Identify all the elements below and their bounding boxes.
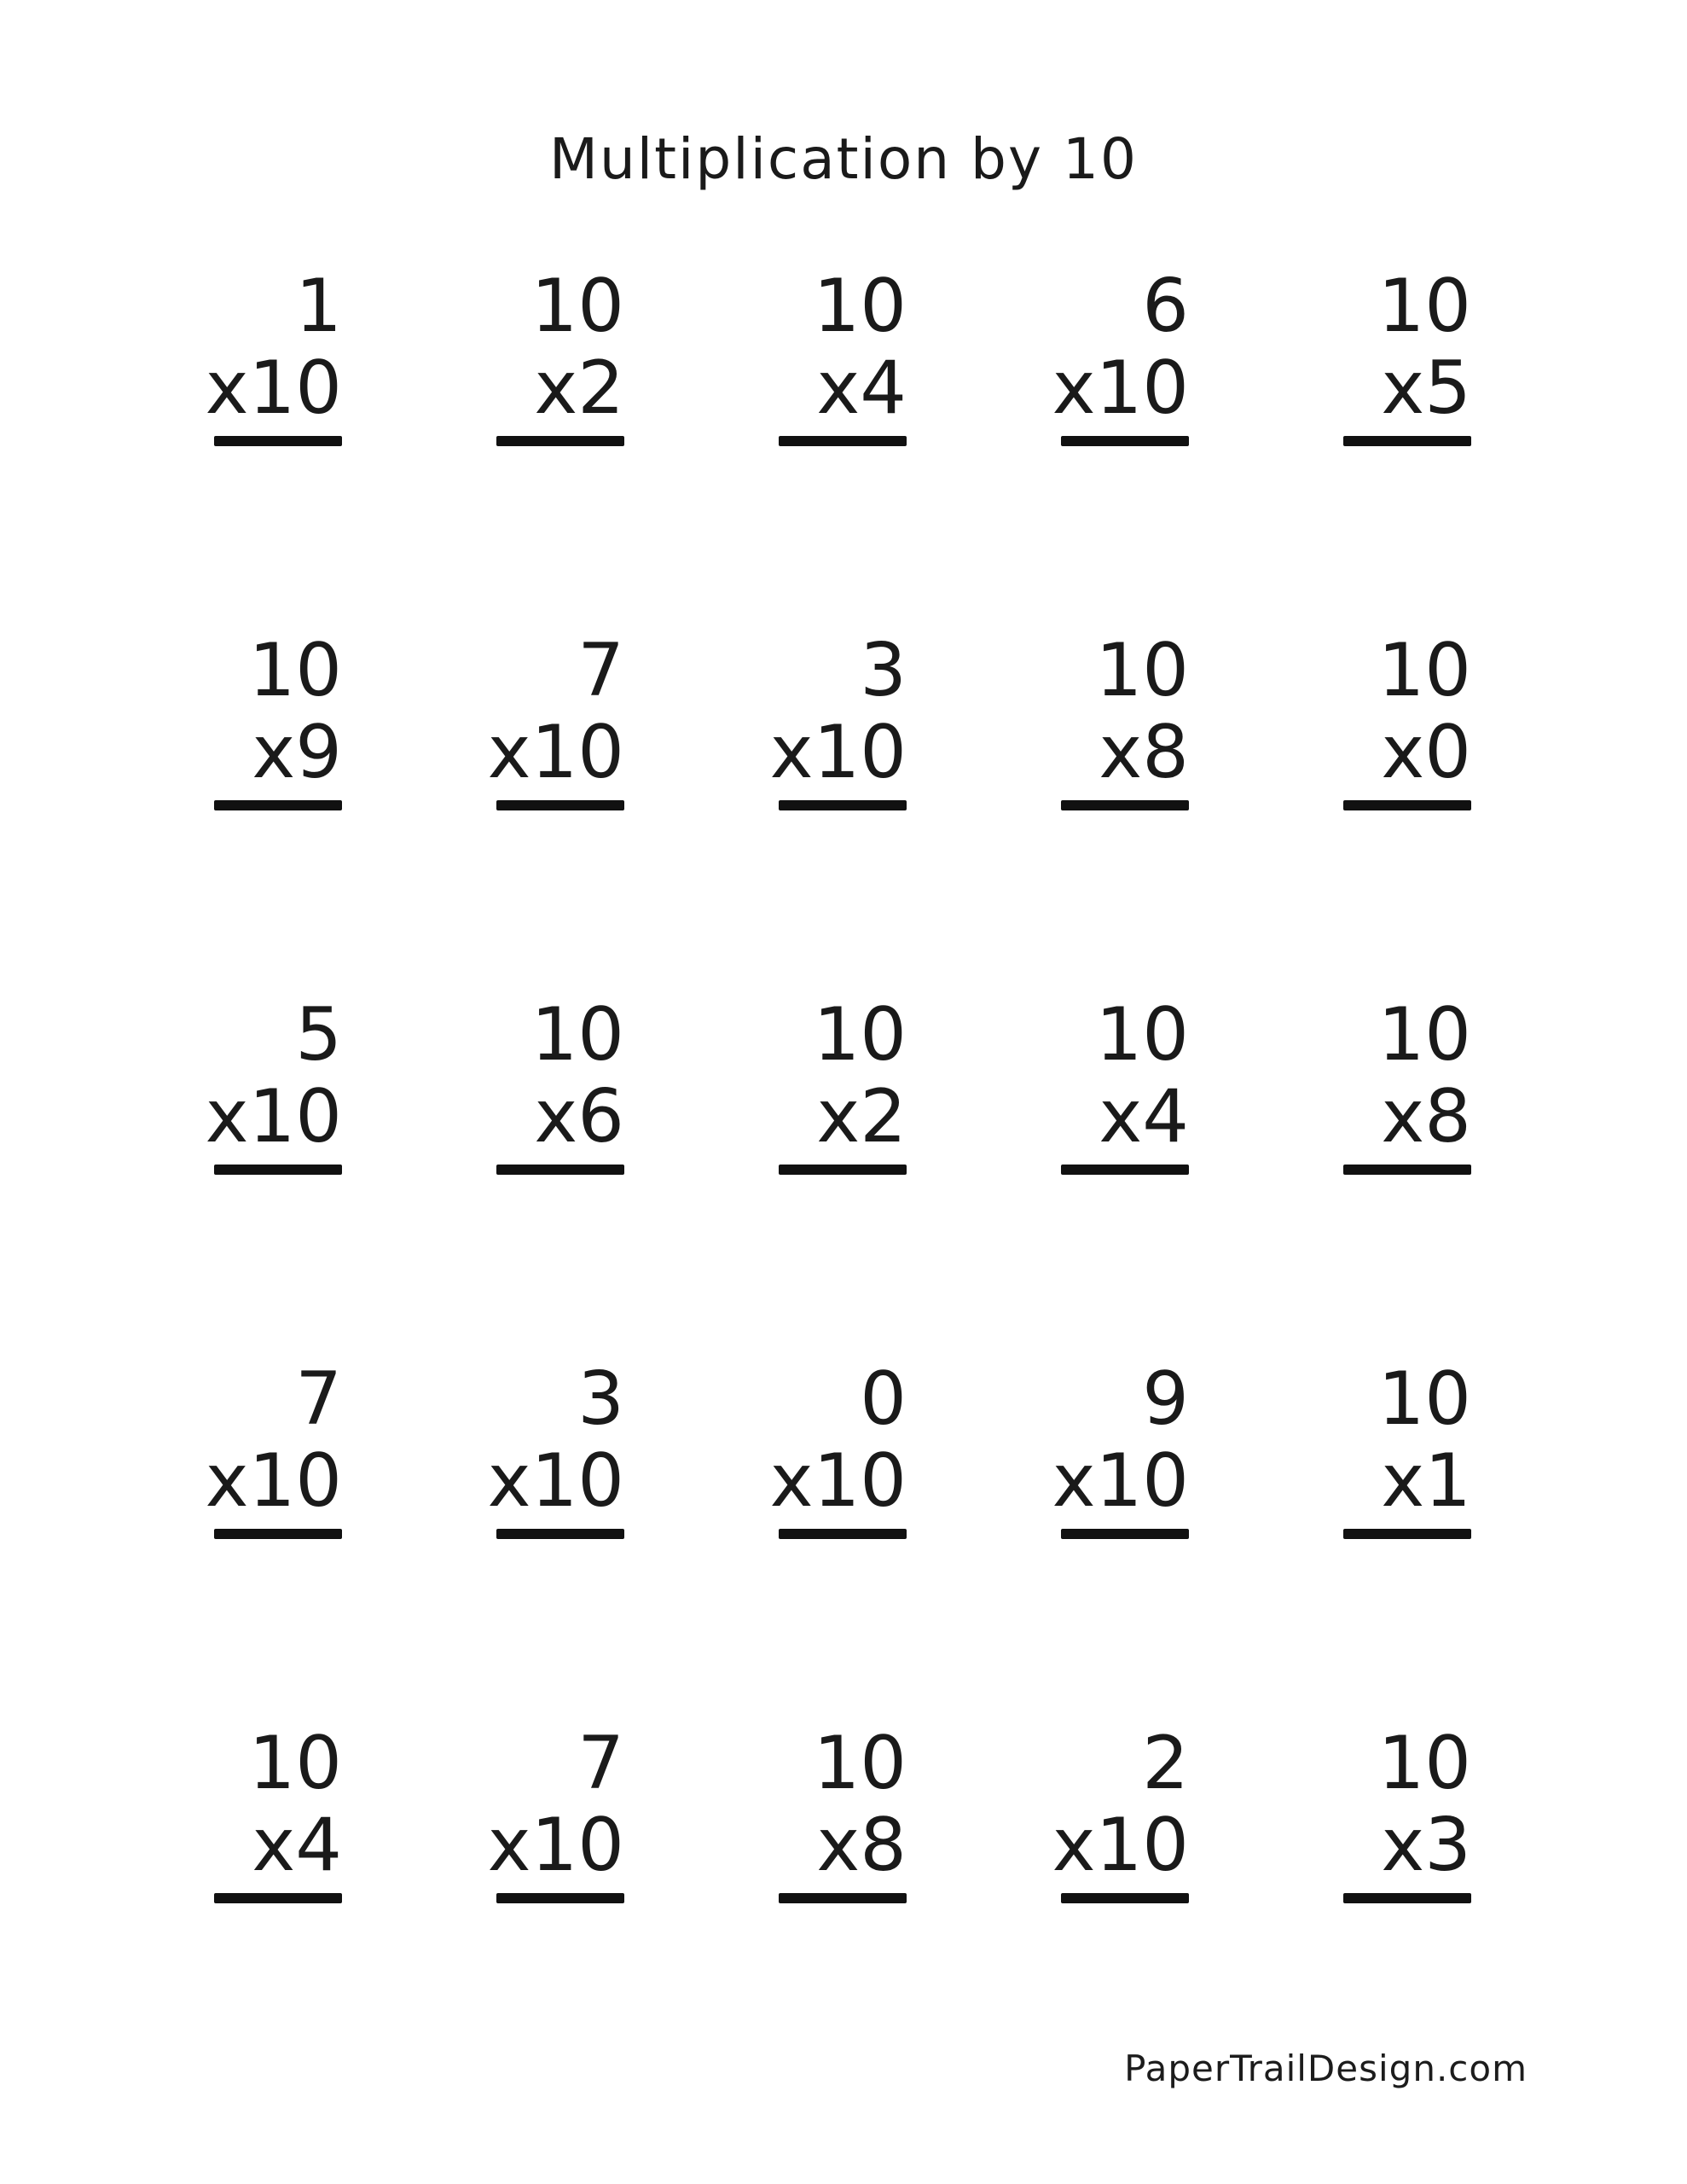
multiplication-problem — [139, 961, 421, 1325]
multiplication-problem — [986, 961, 1268, 1325]
multiplicand: 10 — [1377, 992, 1471, 1077]
multiplier-row: x10 — [205, 1074, 342, 1159]
multiplication-problem — [704, 961, 986, 1325]
answer-line — [1061, 1529, 1189, 1539]
multiplier-row: x10 — [769, 1438, 907, 1524]
multiplicand: 10 — [1377, 1356, 1471, 1442]
answer-line — [496, 800, 624, 810]
multiplier-row: x10 — [769, 710, 907, 795]
multiplier-row: x1 — [1381, 1438, 1471, 1524]
multiplier-row: x10 — [487, 710, 624, 795]
multiplicand: 10 — [813, 1721, 907, 1806]
multiplicand: 10 — [530, 992, 624, 1077]
multiplier-row: x8 — [1381, 1074, 1471, 1159]
multiplication-problem — [1268, 1325, 1551, 1689]
multiplicand: 10 — [248, 628, 342, 713]
site-credit: PaperTrailDesign.com — [1124, 2048, 1528, 2089]
multiplication-problem — [421, 596, 704, 961]
multiplier-row: x10 — [487, 1803, 624, 1888]
multiplication-problem — [421, 232, 704, 596]
answer-line — [1061, 436, 1189, 446]
answer-line — [496, 1893, 624, 1903]
multiplicand: 10 — [1377, 1721, 1471, 1806]
multiplicand: 0 — [860, 1356, 907, 1442]
multiplier-row: x8 — [1099, 710, 1189, 795]
multiplier-row: x8 — [816, 1803, 907, 1888]
multiplier-row: x4 — [252, 1803, 342, 1888]
answer-line — [1061, 1165, 1189, 1175]
answer-line — [779, 1529, 907, 1539]
answer-line — [214, 1893, 342, 1903]
answer-line — [496, 1529, 624, 1539]
multiplier-row: x10 — [1052, 1438, 1189, 1524]
multiplicand: 2 — [1142, 1721, 1189, 1806]
multiplication-problem — [1268, 596, 1551, 961]
multiplication-problem — [139, 596, 421, 961]
answer-line — [1343, 1893, 1471, 1903]
multiplicand: 7 — [577, 628, 624, 713]
multiplicand: 3 — [860, 628, 907, 713]
multiplicand: 7 — [577, 1721, 624, 1806]
multiplier-row: x5 — [1381, 346, 1471, 431]
multiplication-problem — [986, 596, 1268, 961]
multiplication-problem — [139, 232, 421, 596]
multiplication-problem — [704, 596, 986, 961]
multiplication-problem — [1268, 961, 1551, 1325]
multiplier-row: x9 — [252, 710, 342, 795]
multiplicand: 10 — [1377, 628, 1471, 713]
answer-line — [214, 1165, 342, 1175]
answer-line — [496, 436, 624, 446]
answer-line — [779, 1165, 907, 1175]
multiplication-problem — [1268, 232, 1551, 596]
answer-line — [779, 1893, 907, 1903]
multiplicand: 10 — [813, 264, 907, 349]
multiplicand: 10 — [1377, 264, 1471, 349]
multiplicand: 10 — [530, 264, 624, 349]
multiplier-row: x10 — [205, 346, 342, 431]
answer-line — [214, 1529, 342, 1539]
multiplier-row: x10 — [487, 1438, 624, 1524]
multiplicand: 1 — [295, 264, 342, 349]
multiplication-problem — [986, 1325, 1268, 1689]
multiplication-problem — [139, 1325, 421, 1689]
multiplier-row: x0 — [1381, 710, 1471, 795]
multiplier-row: x10 — [205, 1438, 342, 1524]
multiplier-row: x4 — [816, 346, 907, 431]
multiplier-row: x2 — [816, 1074, 907, 1159]
problems-grid — [139, 232, 1551, 2053]
multiplier-row: x10 — [1052, 1803, 1189, 1888]
multiplication-problem — [421, 1325, 704, 1689]
multiplicand: 7 — [295, 1356, 342, 1442]
multiplication-problem — [986, 232, 1268, 596]
answer-line — [214, 436, 342, 446]
page-title: Multiplication by 10 — [549, 126, 1138, 192]
multiplication-problem — [421, 961, 704, 1325]
multiplier-row: x3 — [1381, 1803, 1471, 1888]
answer-line — [496, 1165, 624, 1175]
answer-line — [1061, 1893, 1189, 1903]
answer-line — [1343, 1165, 1471, 1175]
answer-line — [1343, 800, 1471, 810]
multiplicand: 10 — [1095, 628, 1189, 713]
answer-line — [779, 436, 907, 446]
answer-line — [214, 800, 342, 810]
multiplication-problem — [704, 232, 986, 596]
multiplicand: 9 — [1142, 1356, 1189, 1442]
multiplicand: 3 — [577, 1356, 624, 1442]
multiplication-problem — [1268, 1689, 1551, 2053]
multiplicand: 10 — [248, 1721, 342, 1806]
multiplicand: 10 — [813, 992, 907, 1077]
multiplier-row: x4 — [1099, 1074, 1189, 1159]
multiplication-problem — [139, 1689, 421, 2053]
multiplicand: 6 — [1142, 264, 1189, 349]
multiplication-problem — [421, 1689, 704, 2053]
multiplier-row: x6 — [534, 1074, 624, 1159]
multiplier-row: x10 — [1052, 346, 1189, 431]
multiplicand: 10 — [1095, 992, 1189, 1077]
multiplication-problem — [704, 1325, 986, 1689]
multiplication-problem — [986, 1689, 1268, 2053]
answer-line — [1061, 800, 1189, 810]
multiplicand: 5 — [295, 992, 342, 1077]
answer-line — [1343, 436, 1471, 446]
multiplication-problem — [704, 1689, 986, 2053]
answer-line — [779, 800, 907, 810]
multiplier-row: x2 — [534, 346, 624, 431]
answer-line — [1343, 1529, 1471, 1539]
